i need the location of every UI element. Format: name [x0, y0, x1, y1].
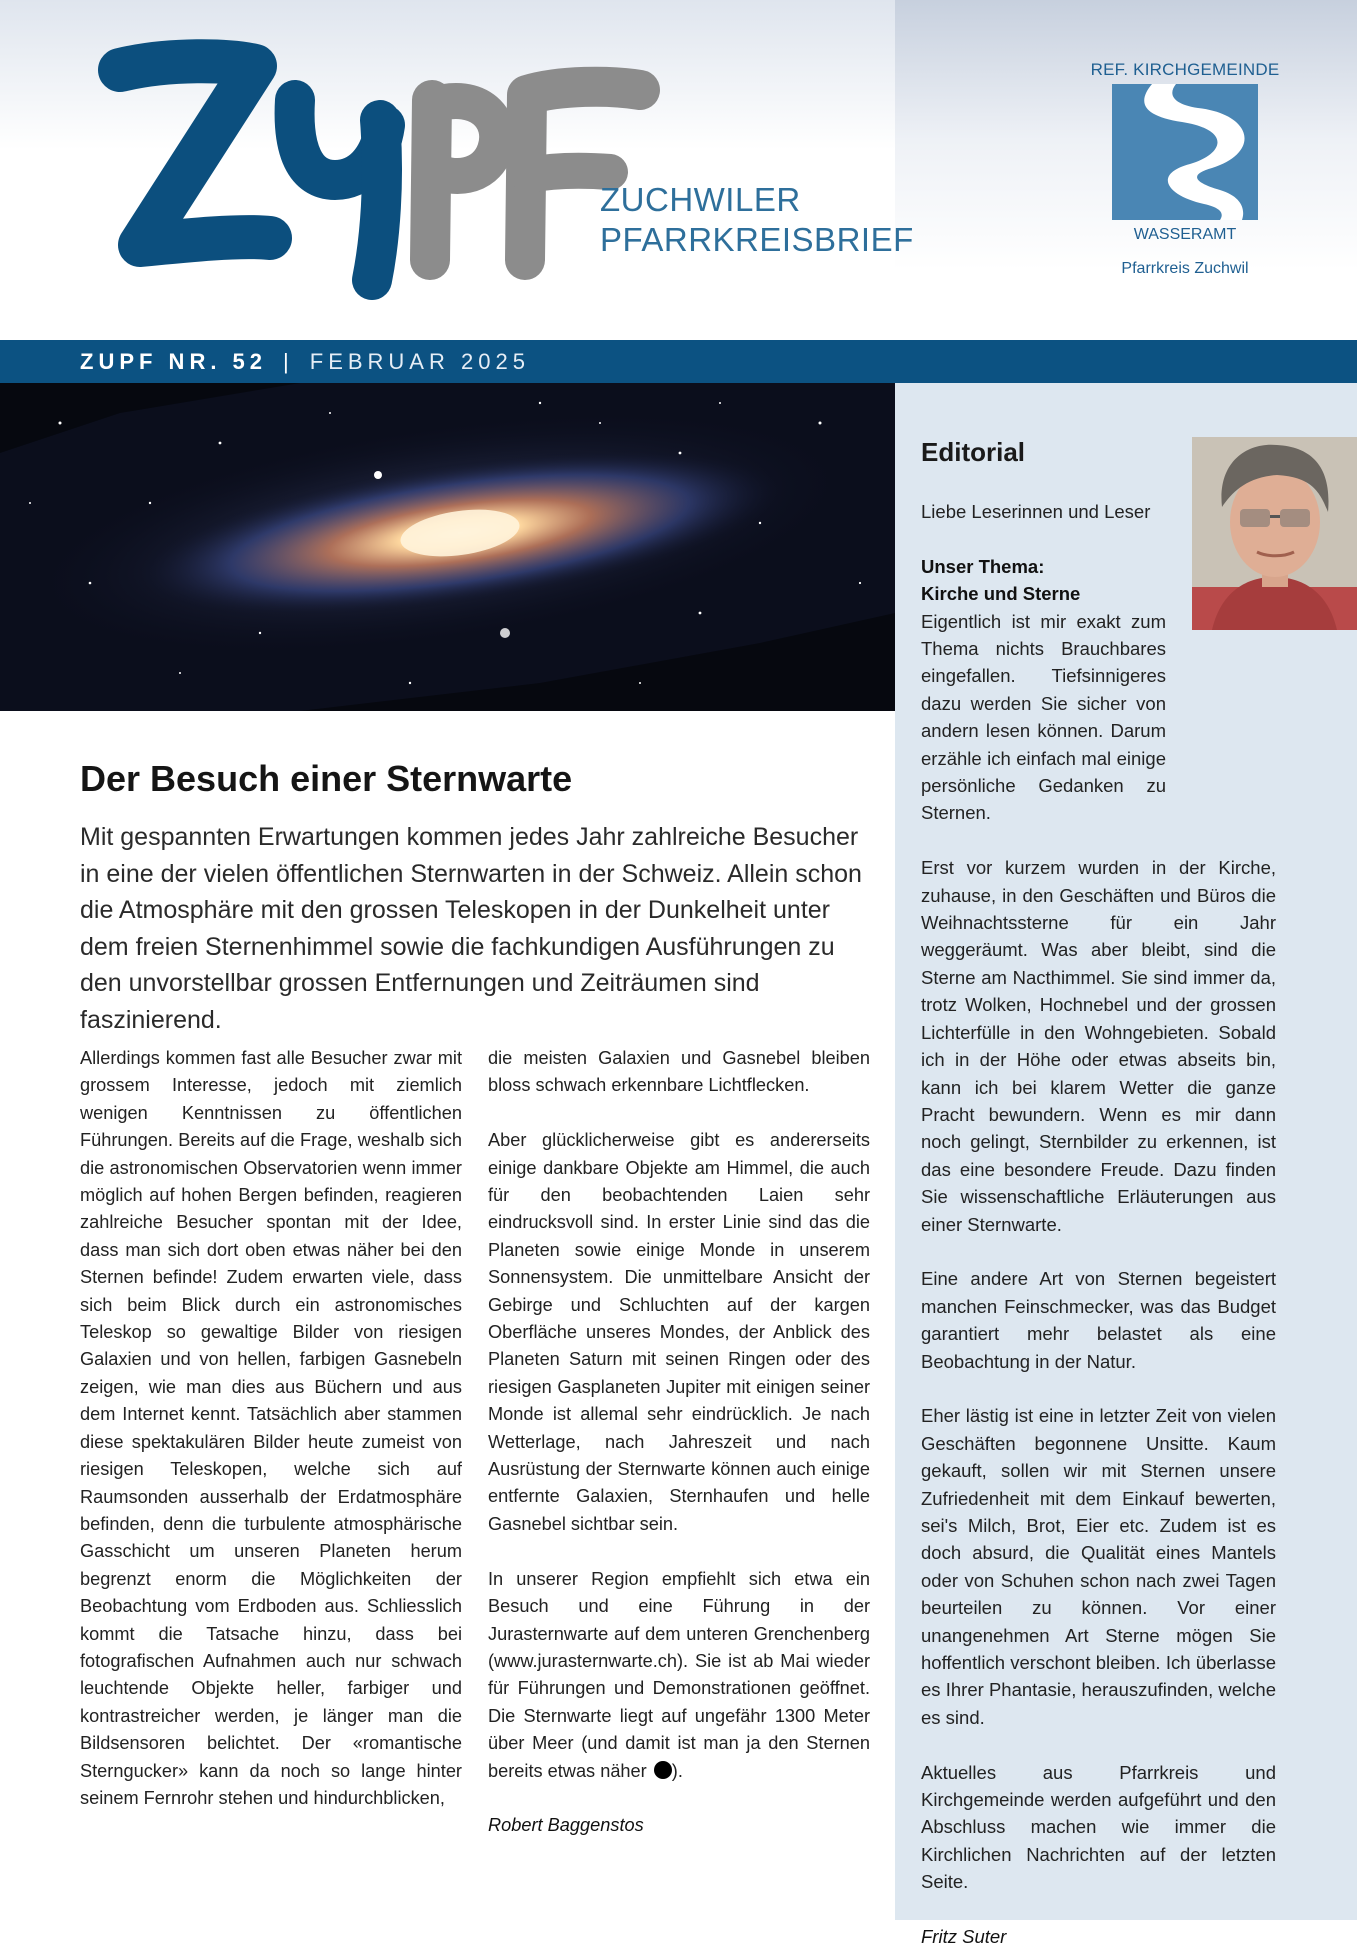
issue-band: [0, 340, 1357, 383]
editorial-author: Fritz Suter: [921, 1926, 1007, 1948]
issue-separator: |: [283, 349, 294, 374]
article-author: Robert Baggenstos: [488, 1815, 644, 1836]
editorial-paragraph: Eigentlich ist mir exakt zum Thema nichts Brauchbares eingefallen. Tiefsinnigeres dazu werden Sie sicher von andern lesen können. Darum erzähle ich einfach mal einige persönliche Gedanken zu Sternen.: [921, 610, 1166, 824]
article-paragraph: Aber glücklicherweise gibt es andererseits einige dankbare Objekte am Himmel, die auch für den beobachtenden Laien sehr eindrucksvoll sind. In erster Linie sind das die Planeten sowie einige Monde in unserem Sonnensystem. Die unmittelbare Ansicht der Gebirge und Schluchten auf der kargen Oberfläche unseres Mondes, der Anblick des Planeten Saturn mit seinen Ringen oder des riesigen Gasplaneten Jupiter mit einigen seiner Monde ist allemal sehr eindrücklich. Je nach Wetterlage, nach Jahreszeit und nach Ausrüstung der Sternwarte können auch einige entfernte Galaxien, Sternhaufen und helle Gasnebel sichtbar sein.: [488, 1130, 870, 1534]
issue-number: ZUPF NR. 52: [80, 349, 268, 374]
article-column-2: [488, 1045, 870, 1840]
editorial-paragraph: Erst vor kurzem wurden in der Kirche, zuhause, in den Geschäften und Büros die Weihnachtssterne für ein Jahr weggeräumt. Was aber bleibt, sind die Sterne am Nacthimmel. Sie sind immer da, trotz Wolken, Hochnebel und der grossen Lichterfülle in den Wohngebieten. Sobald ich in der Höhe oder etwas abseits bin, kann ich bei klarem Wetter die ganze Pracht bewundern. Wenn es mir dann noch gelingt, Sternbilder zu erkennen, ist das eine besondere Freude. Dazu finden Sie wissenschaftliche Erläuterungen aus einer Sternwarte.: [921, 857, 1276, 1235]
closing-punctuation: ).: [671, 1760, 683, 1781]
closing-text: In unserer Region empfiehlt sich etwa ein Besuch und eine Führung in der Jurasternwarte auf dem unteren Grenchenberg (www.jurasternwarte.ch). Sie ist ab Mai wieder für Führungen und Demonstrationen geöffnet. Die Sternwarte liegt auf ungefähr 1300 Meter über Meer (und damit ist man ja den Sternen bereits etwas näher: [488, 1568, 870, 1781]
article-paragraph-closing: [488, 1566, 870, 1785]
article-lead: Mit gespannten Erwartungen kommen jedes Jahr zahlreiche Besucher in eine der vielen öffentlichen Sternwarten in der Schweiz. Allein schon die Atmosphäre mit den grossen Teleskopen in der Dunkelheit unter dem freien Sternenhimmel sowie die fachkundigen Ausführungen zu den unvorstellbar grossen Entfernungen und Zeiträumen sind faszinierend.: [80, 823, 862, 1034]
church-region: WASSERAMT: [1133, 226, 1237, 243]
galaxy-picture: [0, 383, 895, 711]
editorial-theme-label: Unser Thema:: [921, 555, 1045, 577]
editorial-body: [921, 498, 1276, 1950]
article-paragraph: Allerdings kommen fast alle Besucher zwar mit grossem Interesse, jedoch mit ziemlich wenigen Kenntnissen zu öffentlichen Führungen. Bereits auf die Frage, weshalb sich die astronomischen Observatorien wenn immer möglich auf hohen Bergen befinden, reagieren zahlreiche Besucher spontan mit der Idee, dass man sich dort oben etwas näher bei den Sternen befinde! Zudem erwarten viele, dass sich beim Blick durch ein astronomisches Teleskop so gewaltige Bilder von riesigen Galaxien und von hellen, farbigen Gasnebeln zeigen, wie man dies aus Büchern und aus dem Internet kennt. Tatsächlich aber stammen diese spektakulären Bilder heute zumeist von riesigen Teleskopen, welche sich auf Raumsonden ausserhalb der Erdatmosphäre befinden, denn die turbulente atmosphärische Gasschicht um unseren Planeten herum begrenzt enorm die Möglichkeiten der Beobachtung vom Erdboden aus. Schliesslich kommt die Tatsache hinzu, dass bei fotografischen Aufnahmen auch nur schwach leuchtende Objekte heller, farbiger und kontrastreicher werden, je länger man die Bildsensoren belichtet. Der «romantische Sterngucker» kann da noch so lange hinter seinem Fernrohr stehen und hindurchblicken,: [80, 1048, 462, 1808]
editorial-paragraph: Eine andere Art von Sternen begeistert manchen Feinschmecker, was das Budget garantiert mehr belastet als eine Beobachtung in der Natur.: [921, 1268, 1276, 1372]
zupf-logo: [80, 30, 680, 300]
editorial-paragraph: Aktuelles aus Pfarrkreis und Kirchgemeinde werden aufgeführt und den Abschluss machen wie immer die Kirchlichen Nachrichten auf der letzten Seite.: [921, 1761, 1276, 1893]
masthead: [0, 0, 1357, 340]
river-emblem-icon: [1112, 84, 1258, 220]
galaxy-image: [0, 383, 895, 711]
article-paragraph: die meisten Galaxien und Gasnebel bleiben bloss schwach erkennbare Lichtflecken.: [488, 1048, 870, 1096]
issue-line: [80, 349, 530, 375]
issue-date: FEBRUAR 2025: [309, 349, 530, 374]
article-title: Der Besuch einer Sternwarte: [80, 758, 573, 799]
subtitle-line-1: ZUCHWILER: [600, 181, 801, 218]
editorial-paragraph: Eher lästig ist eine in letzter Zeit von vielen Geschäften begonnene Unsitte. Kaum gekauft, sollen wir mit Sternen unsere Zufriedenheit mit dem Einkauf bewerten, sei's Milch, Brot, Eier etc. Zudem ist es doch absurd, die Qualität eines Mantels oder von Schuhen schon nach zwei Tagen beurteilen zu können. Vor einer unangenehmen Art Sterne mögen Sie hoffentlich verschont bleiben. Ich überlasse es Ihrer Phantasie, herauszufinden, welche es sind.: [921, 1405, 1276, 1728]
subtitle-line-2: PFARRKREISBRIEF: [600, 221, 914, 258]
church-logo: [1085, 60, 1285, 278]
editorial-title: Editorial: [921, 437, 1026, 467]
black-dot-icon: [654, 1761, 672, 1779]
church-district: Pfarrkreis Zuchwil: [1121, 260, 1249, 277]
article-column-1: [80, 1045, 462, 1840]
newsletter-subtitle: [600, 180, 914, 260]
editorial-greeting: Liebe Leserinnen und Leser: [921, 501, 1151, 522]
church-name: REF. KIRCHGEMEINDE: [1090, 60, 1280, 79]
editorial-theme: Kirche und Sterne: [921, 583, 1081, 605]
